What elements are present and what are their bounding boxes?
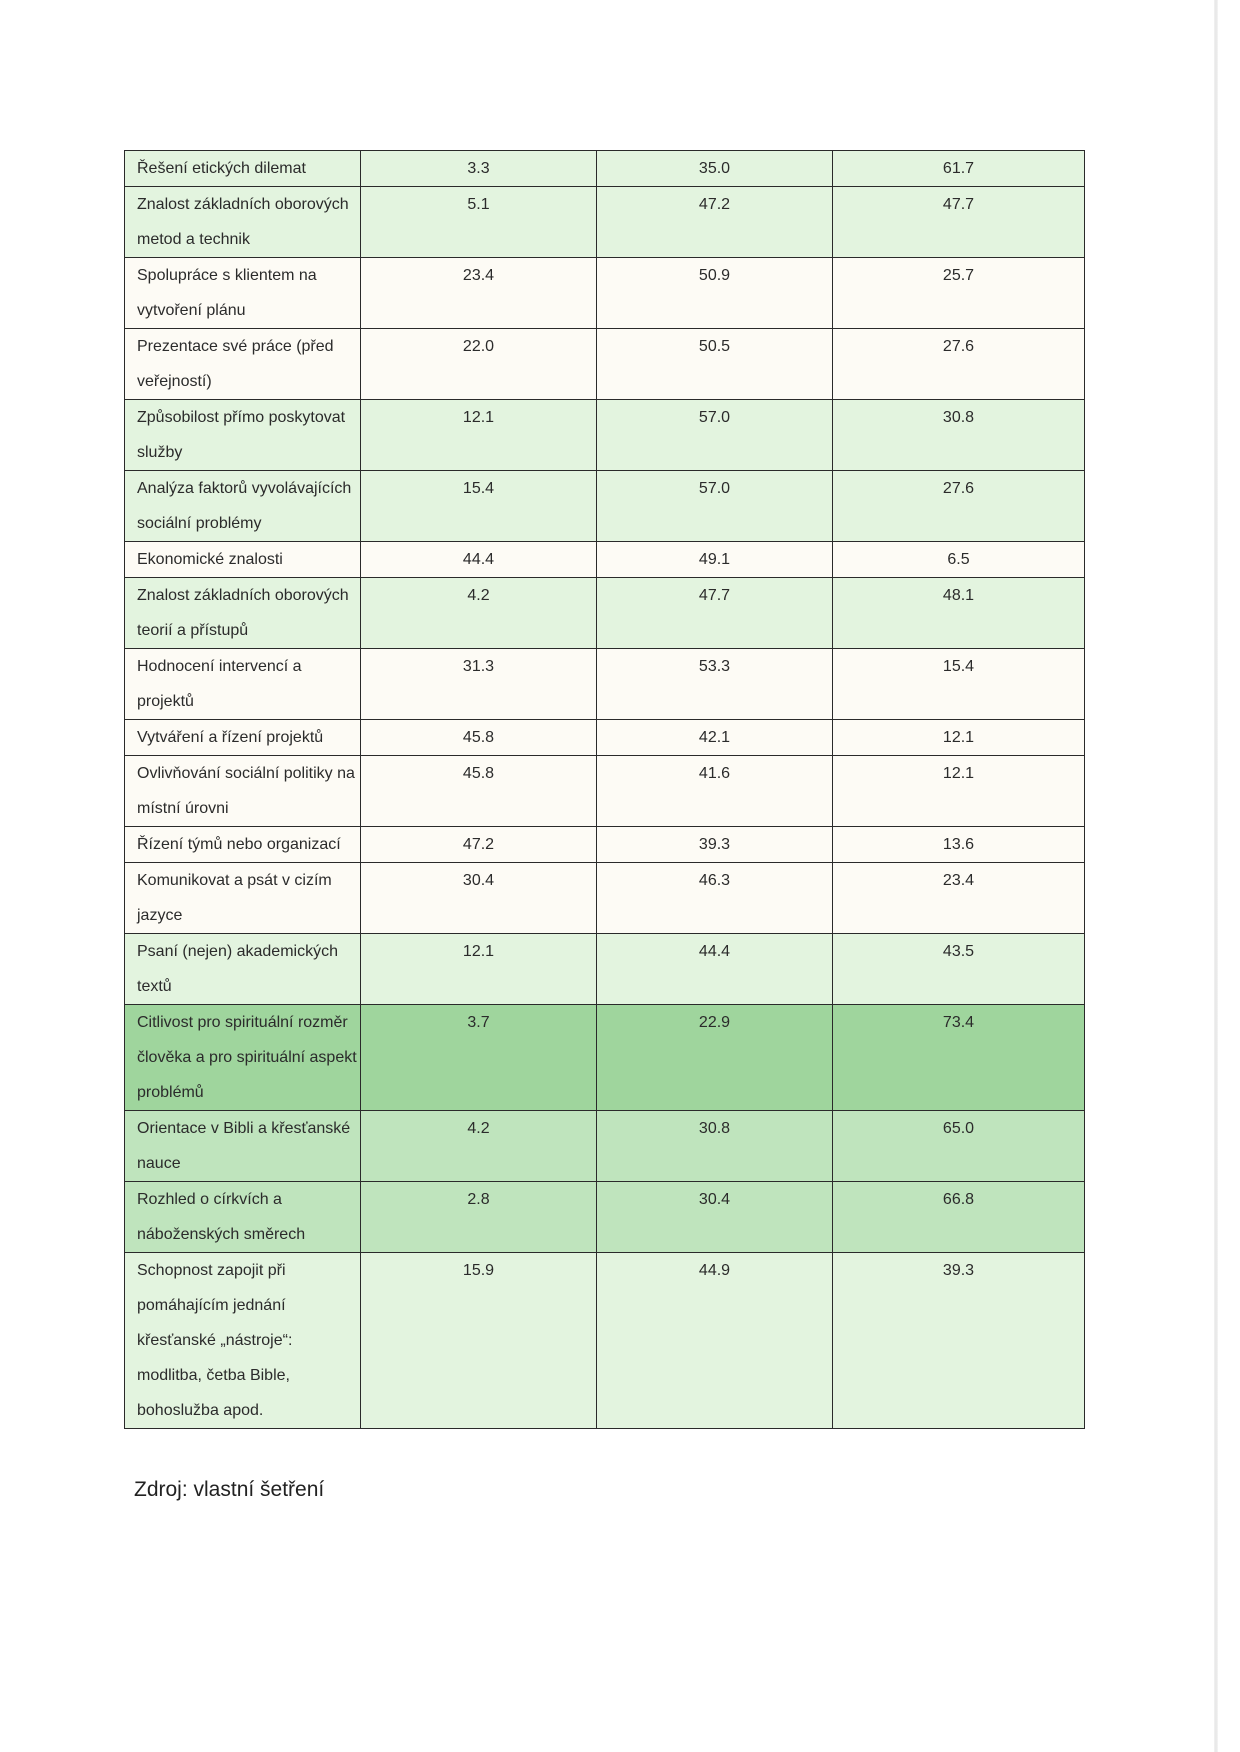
competence-label: Způsobilost přímo poskytovat služby [125, 400, 361, 471]
competence-label: Ovlivňování sociální politiky na místní úrovni [125, 756, 361, 827]
competence-label: Hodnocení intervencí a projektů [125, 649, 361, 720]
value-col-1: 47.2 [361, 827, 597, 863]
value-col-1: 3.3 [361, 151, 597, 187]
value-col-3: 65.0 [833, 1111, 1085, 1182]
value-col-2: 35.0 [597, 151, 833, 187]
value-col-2: 44.9 [597, 1253, 833, 1429]
value-col-3: 12.1 [833, 720, 1085, 756]
value-col-2: 41.6 [597, 756, 833, 827]
competence-label: Orientace v Bibli a křesťanské nauce [125, 1111, 361, 1182]
value-col-2: 42.1 [597, 720, 833, 756]
value-col-2: 53.3 [597, 649, 833, 720]
competence-label: Prezentace své práce (před veřejností) [125, 329, 361, 400]
competence-label: Rozhled o církvích a náboženských směrech [125, 1182, 361, 1253]
competence-label: Vytváření a řízení projektů [125, 720, 361, 756]
table-row [125, 756, 1085, 827]
results-table-container [124, 150, 1084, 1429]
value-col-1: 4.2 [361, 578, 597, 649]
table-row [125, 187, 1085, 258]
value-col-2: 30.4 [597, 1182, 833, 1253]
value-col-2: 44.4 [597, 934, 833, 1005]
table-row [125, 1253, 1085, 1429]
value-col-3: 15.4 [833, 649, 1085, 720]
value-col-3: 27.6 [833, 329, 1085, 400]
value-col-1: 3.7 [361, 1005, 597, 1111]
value-col-3: 61.7 [833, 151, 1085, 187]
value-col-1: 45.8 [361, 720, 597, 756]
value-col-3: 25.7 [833, 258, 1085, 329]
value-col-1: 15.4 [361, 471, 597, 542]
value-col-2: 30.8 [597, 1111, 833, 1182]
value-col-3: 30.8 [833, 400, 1085, 471]
source-note: Zdroj: vlastní šetření [134, 1478, 325, 1501]
competence-label: Ekonomické znalosti [125, 542, 361, 578]
competence-label: Řešení etických dilemat [125, 151, 361, 187]
value-col-2: 50.5 [597, 329, 833, 400]
competence-label: Znalost základních oborových teorií a přístupů [125, 578, 361, 649]
table-row [125, 863, 1085, 934]
value-col-1: 2.8 [361, 1182, 597, 1253]
competence-label: Schopnost zapojit při pomáhajícím jednání křesťanské „nástroje“: modlitba, četba Bible, bohoslužba apod. [125, 1253, 361, 1429]
table-row [125, 258, 1085, 329]
value-col-3: 27.6 [833, 471, 1085, 542]
table-row [125, 1182, 1085, 1253]
table-row [125, 827, 1085, 863]
table-row [125, 720, 1085, 756]
value-col-3: 13.6 [833, 827, 1085, 863]
value-col-1: 4.2 [361, 1111, 597, 1182]
value-col-1: 12.1 [361, 934, 597, 1005]
competence-label: Znalost základních oborových metod a technik [125, 187, 361, 258]
value-col-2: 57.0 [597, 471, 833, 542]
value-col-3: 47.7 [833, 187, 1085, 258]
value-col-1: 12.1 [361, 400, 597, 471]
value-col-1: 44.4 [361, 542, 597, 578]
competence-label: Komunikovat a psát v cizím jazyce [125, 863, 361, 934]
table-row [125, 578, 1085, 649]
value-col-2: 46.3 [597, 863, 833, 934]
value-col-3: 43.5 [833, 934, 1085, 1005]
table-row [125, 400, 1085, 471]
competence-label: Řízení týmů nebo organizací [125, 827, 361, 863]
table-row [125, 649, 1085, 720]
value-col-3: 6.5 [833, 542, 1085, 578]
competence-label: Analýza faktorů vyvolávajících sociální problémy [125, 471, 361, 542]
value-col-2: 57.0 [597, 400, 833, 471]
value-col-1: 22.0 [361, 329, 597, 400]
competence-label: Citlivost pro spirituální rozměr člověka a pro spirituální aspekt problémů [125, 1005, 361, 1111]
value-col-2: 22.9 [597, 1005, 833, 1111]
table-row [125, 1005, 1085, 1111]
table-row [125, 542, 1085, 578]
results-table [124, 150, 1085, 1429]
value-col-1: 30.4 [361, 863, 597, 934]
value-col-1: 15.9 [361, 1253, 597, 1429]
table-row [125, 151, 1085, 187]
value-col-1: 23.4 [361, 258, 597, 329]
table-row [125, 471, 1085, 542]
value-col-3: 48.1 [833, 578, 1085, 649]
value-col-1: 45.8 [361, 756, 597, 827]
value-col-3: 73.4 [833, 1005, 1085, 1111]
competence-label: Spolupráce s klientem na vytvoření plánu [125, 258, 361, 329]
value-col-2: 47.2 [597, 187, 833, 258]
value-col-1: 5.1 [361, 187, 597, 258]
value-col-1: 31.3 [361, 649, 597, 720]
table-row [125, 1111, 1085, 1182]
value-col-2: 50.9 [597, 258, 833, 329]
scan-edge [1214, 0, 1218, 1752]
value-col-3: 66.8 [833, 1182, 1085, 1253]
table-row [125, 329, 1085, 400]
value-col-3: 39.3 [833, 1253, 1085, 1429]
results-table-body [125, 151, 1085, 1429]
competence-label: Psaní (nejen) akademických textů [125, 934, 361, 1005]
value-col-2: 49.1 [597, 542, 833, 578]
value-col-3: 12.1 [833, 756, 1085, 827]
table-row [125, 934, 1085, 1005]
value-col-3: 23.4 [833, 863, 1085, 934]
value-col-2: 47.7 [597, 578, 833, 649]
value-col-2: 39.3 [597, 827, 833, 863]
